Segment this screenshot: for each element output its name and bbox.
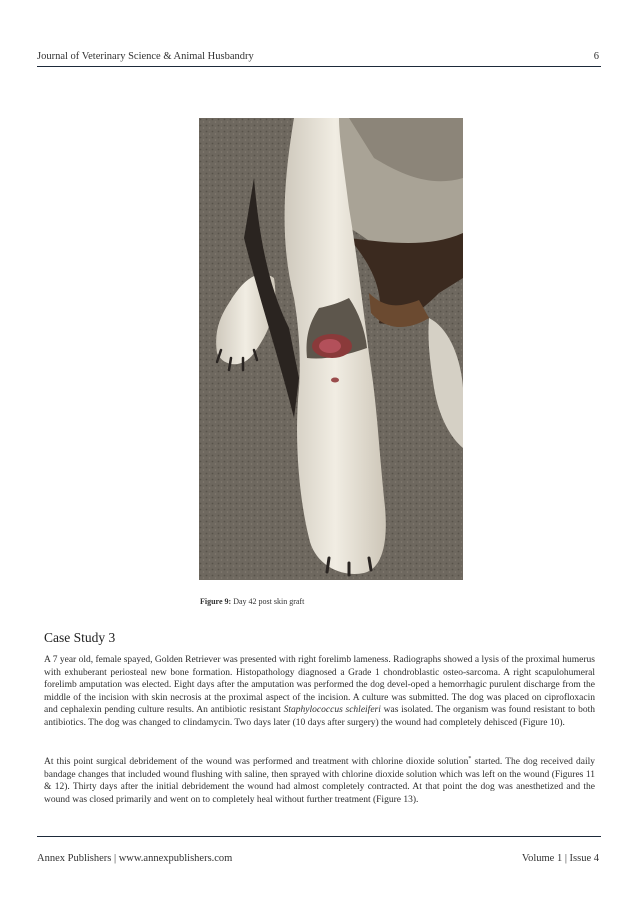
paragraph-1-part-b: was isolated. The organism was found resistant to both antibiotics. The dog was changed to clindamycin. Two days later (10 days after surgery) the wound had completely dehisced (Figure 10). xyxy=(44,705,595,728)
dog-leg-photo-illustration xyxy=(199,118,463,580)
organism-name: Staphylococcus schleiferi xyxy=(283,705,381,716)
section-heading: Case Study 3 xyxy=(44,630,116,645)
figure-label: Figure 9: xyxy=(200,597,232,606)
paragraph-2 xyxy=(44,756,595,806)
paragraph-2-part-a: At this point surgical debridement of the wound was performed and treatment with chlorine dioxide solution xyxy=(44,757,469,767)
running-header xyxy=(37,50,601,67)
paragraph-1 xyxy=(44,654,595,730)
paragraph-1-part-a: A 7 year old, female spayed, Golden Retriever was presented with right forelimb lameness. Radiographs showed a lysis of the proximal humerus with exhuberant periosteal new bone formation. Histopathology diagnosed a Grade 1 chondroblastic osteo-sarcoma. A right scapulohumeral forelimb amputation was elected. Eight days after the amputation was performed the dog devel-oped a hemorrhagic purulent discharge from the middle of the incision with skin necrosis at the proximal aspect of the incision. A culture was submitted. The dog was placed on ciprofloxacin and cephalexin pending culture results. An antibiotic resistant xyxy=(44,655,595,716)
publisher-info: Annex Publishers | www.annexpublishers.com xyxy=(37,853,233,864)
figure-9-photo xyxy=(199,118,463,580)
figure-caption xyxy=(200,597,304,606)
journal-title: Journal of Veterinary Science & Animal Husbandry xyxy=(37,51,254,62)
footnote-marker: * xyxy=(468,756,472,762)
volume-issue: Volume 1 | Issue 4 xyxy=(521,853,599,864)
page-footer xyxy=(37,836,601,864)
page-number: 6 xyxy=(593,51,599,62)
figure-caption-text: Day 42 post skin graft xyxy=(233,597,305,606)
paragraph-2-part-b: started. The dog received daily bandage changes that included wound flushing with saline, then sprayed with chlorine dioxide solution which was left on the wound (Figures 11 & 12). Thirty days after the initial debridement the wound had almost completely contracted. At that point the dog was anesthetized and the wound was closed primarily and went on to completely heal without further treatment (Figure 13). xyxy=(44,757,595,805)
